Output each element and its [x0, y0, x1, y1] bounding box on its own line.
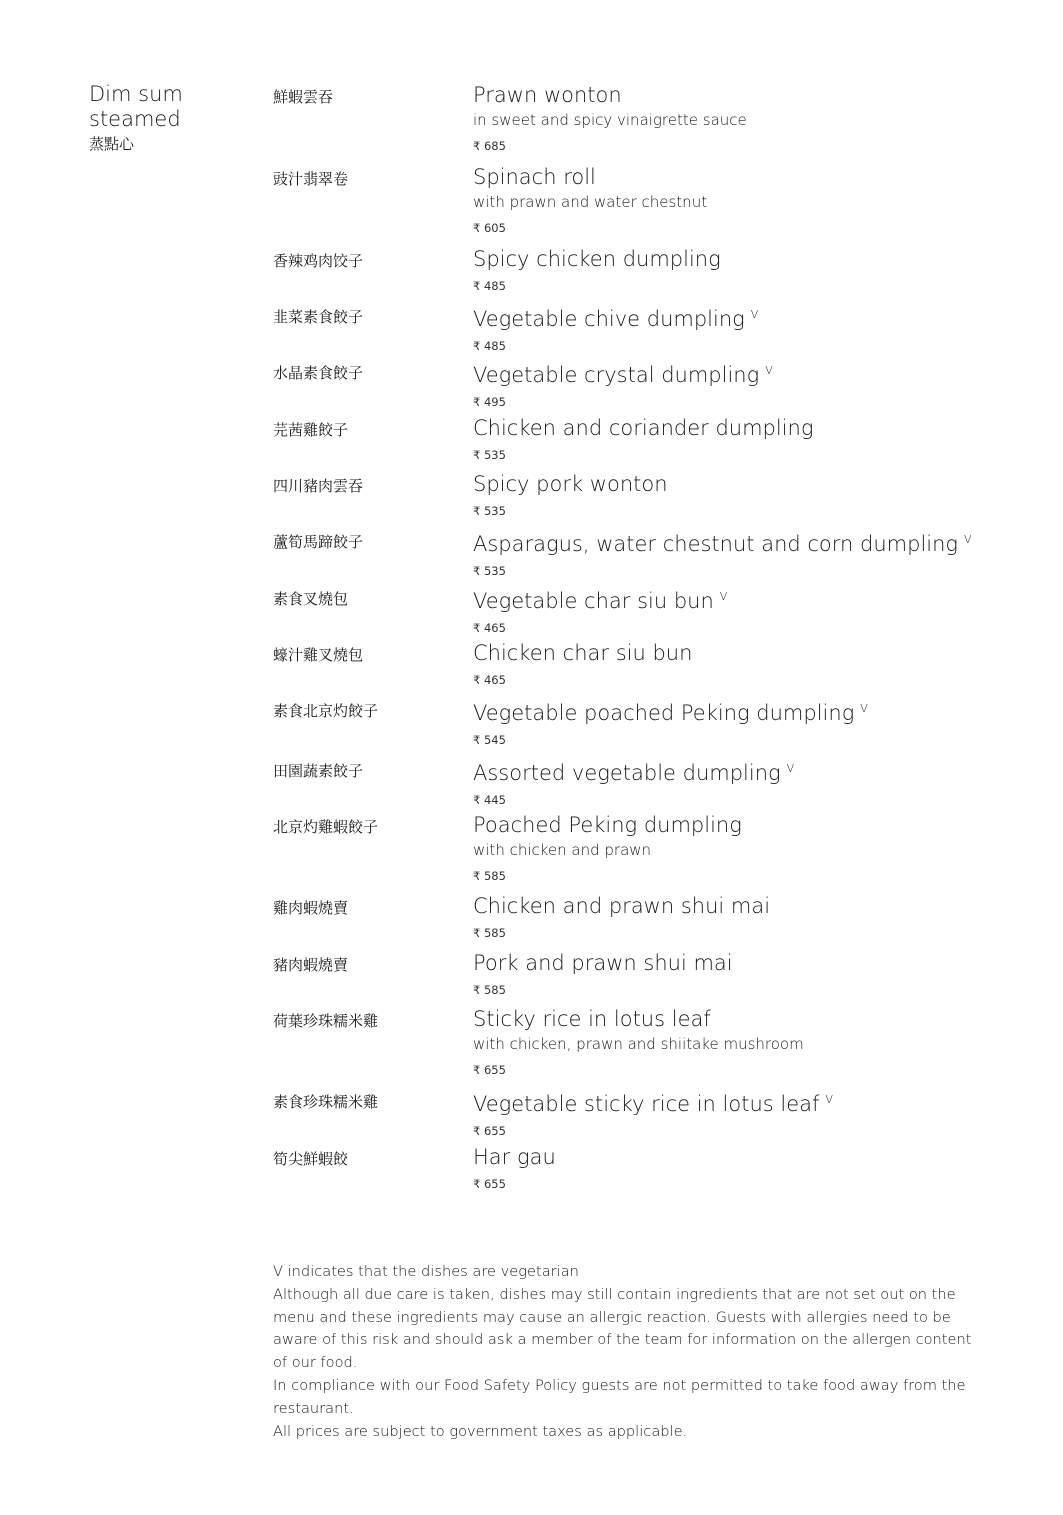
menu-item-zh-name: 北京灼雞蝦餃子: [273, 818, 379, 836]
section-title-zh: 蒸點心: [89, 135, 135, 153]
vegetarian-marker: V: [786, 762, 795, 775]
menu-item-zh-name: 芫茜雞餃子: [273, 421, 349, 439]
menu-item-zh-name: 韭菜素食餃子: [273, 308, 364, 326]
menu-item-en-name-text: Sticky rice in lotus leaf: [473, 1007, 711, 1031]
menu-item-details: [473, 164, 1033, 238]
menu-item-en-name: [473, 527, 1033, 557]
menu-item-en-name-text: Pork and prawn shui mai: [473, 951, 733, 975]
menu-item-zh-name: 筍尖鮮蝦餃: [273, 1150, 349, 1168]
menu-item-price: ₹ 465: [473, 621, 506, 635]
menu-item-en-name: [473, 82, 1033, 108]
menu-item-en-name-text: Poached Peking dumpling: [473, 813, 742, 837]
menu-item-en-name: [473, 302, 1033, 332]
menu-item-en-name: [473, 1144, 1033, 1170]
menu-item-details: [473, 302, 1033, 356]
menu-item-zh-name: 荷葉珍珠糯米雞: [273, 1012, 379, 1030]
menu-item-price: ₹ 535: [473, 504, 506, 518]
menu-item-en-name-text: Spicy pork wonton: [473, 472, 668, 496]
menu-item-en-name: [473, 1087, 1033, 1117]
menu-item-details: [473, 358, 1033, 412]
menu-item-description: with chicken and prawn: [473, 841, 652, 859]
menu-item-zh-name: 素食珍珠糯米雞: [273, 1093, 379, 1111]
menu-item-en-name: [473, 584, 1033, 614]
menu-item-price: ₹ 655: [473, 1177, 506, 1191]
menu-item-en-name-text: Vegetable char siu bun: [473, 589, 714, 613]
menu-item-details: [473, 1087, 1033, 1141]
menu-item-price: ₹ 485: [473, 339, 506, 353]
vegetarian-marker: V: [860, 702, 868, 715]
menu-item-zh-name: 四川豬肉雲吞: [273, 477, 364, 495]
section-title-en-line2: steamed: [89, 107, 181, 131]
footnotes: [273, 1261, 973, 1443]
menu-item-price: ₹ 605: [473, 221, 506, 235]
menu-item-zh-name: 蘆筍馬蹄餃子: [273, 533, 364, 551]
vegetarian-marker: V: [765, 364, 773, 377]
footnote-taxes: All prices are subject to government taxes as applicable.: [273, 1422, 688, 1440]
menu-item-details: [473, 696, 1033, 750]
vegetarian-marker: V: [719, 590, 728, 603]
menu-item-price: ₹ 585: [473, 983, 506, 997]
menu-item-en-name-text: Chicken char siu bun: [473, 641, 693, 665]
menu-item-zh-name: 鮮蝦雲吞: [273, 88, 334, 106]
footnote-food-safety: In compliance with our Food Safety Policy guests are not permitted to take food away from the restaurant.: [273, 1376, 966, 1417]
menu-item-en-name-text: Chicken and prawn shui mai: [473, 894, 771, 918]
menu-item-en-name-text: Spinach roll: [473, 165, 596, 189]
vegetarian-marker: V: [825, 1093, 833, 1106]
menu-item-price: ₹ 535: [473, 448, 506, 462]
menu-item-en-name-text: Har gau: [473, 1145, 556, 1169]
menu-item-price: ₹ 445: [473, 793, 506, 807]
menu-item-zh-name: 豬肉蝦燒賣: [273, 956, 349, 974]
menu-item-details: [473, 812, 1033, 886]
menu-item-price: ₹ 685: [473, 139, 506, 153]
menu-item-en-name: [473, 415, 1033, 441]
menu-item-details: [473, 246, 1033, 296]
menu-item-details: [473, 1144, 1033, 1194]
menu-item-details: [473, 1006, 1033, 1080]
menu-item-en-name: [473, 950, 1033, 976]
menu-item-zh-name: 蠔汁雞叉燒包: [273, 646, 364, 664]
menu-item-en-name: [473, 164, 1033, 190]
menu-item-en-name: [473, 696, 1033, 726]
menu-item-zh-name: 豉汁翡翠卷: [273, 170, 349, 188]
menu-item-zh-name: 水晶素食餃子: [273, 364, 364, 382]
menu-item-en-name-text: Asparagus, water chestnut and corn dumpling: [473, 532, 959, 556]
menu-item-details: [473, 893, 1033, 943]
menu-item-en-name: [473, 471, 1033, 497]
menu-item-en-name-text: Chicken and coriander dumpling: [473, 416, 814, 440]
menu-item-details: [473, 950, 1033, 1000]
footnote-allergy: Although all due care is taken, dishes may still contain ingredients that are not set out on the menu and these ingredients may cause an allergic reaction. Guests with allergies need to be aware of this risk and should ask a member of the team for information on the allergen content of our food.: [273, 1285, 972, 1372]
menu-item-price: ₹ 485: [473, 279, 506, 293]
menu-item-en-name: [473, 358, 1033, 388]
menu-item-en-name: [473, 812, 1033, 838]
menu-item-price: ₹ 585: [473, 926, 506, 940]
menu-item-en-name: [473, 246, 1033, 272]
menu-item-en-name: [473, 893, 1033, 919]
menu-item-price: ₹ 655: [473, 1124, 506, 1138]
menu-item-price: ₹ 495: [473, 395, 506, 409]
menu-item-en-name-text: Vegetable chive dumpling: [473, 307, 745, 331]
section-title-en-line1: Dim sum: [89, 82, 183, 106]
menu-item-details: [473, 527, 1033, 581]
menu-item-description: with prawn and water chestnut: [473, 193, 708, 211]
section-title: [89, 82, 249, 155]
footnote-vegetarian: V indicates that the dishes are vegetarian: [273, 1263, 579, 1280]
menu-item-en-name-text: Vegetable poached Peking dumpling: [473, 701, 855, 725]
menu-item-details: [473, 756, 1033, 810]
menu-item-price: ₹ 465: [473, 673, 506, 687]
menu-item-description: with chicken, prawn and shiitake mushroom: [473, 1035, 804, 1053]
menu-item-en-name-text: Spicy chicken dumpling: [473, 247, 721, 271]
menu-item-price: ₹ 655: [473, 1063, 506, 1077]
menu-item-zh-name: 田園蔬素餃子: [273, 762, 364, 780]
menu-item-en-name-text: Assorted vegetable dumpling: [473, 761, 781, 785]
menu-item-price: ₹ 545: [473, 733, 506, 747]
menu-item-zh-name: 素食叉燒包: [273, 590, 349, 608]
menu-item-en-name-text: Prawn wonton: [473, 83, 622, 107]
menu-item-details: [473, 415, 1033, 465]
menu-item-en-name-text: Vegetable crystal dumpling: [473, 363, 760, 387]
menu-item-en-name-text: Vegetable sticky rice in lotus leaf: [473, 1092, 820, 1116]
menu-item-details: [473, 471, 1033, 521]
menu-item-details: [473, 82, 1033, 156]
menu-item-en-name: [473, 640, 1033, 666]
vegetarian-marker: V: [964, 533, 972, 546]
menu-item-zh-name: 雞肉蝦燒賣: [273, 899, 349, 917]
menu-item-en-name: [473, 756, 1033, 786]
vegetarian-marker: V: [750, 308, 759, 321]
menu-item-zh-name: 香辣鸡肉饺子: [273, 252, 364, 270]
menu-item-en-name: [473, 1006, 1033, 1032]
menu-item-zh-name: 素食北京灼餃子: [273, 702, 379, 720]
menu-item-description: in sweet and spicy vinaigrette sauce: [473, 111, 747, 129]
menu-item-details: [473, 640, 1033, 690]
menu-item-price: ₹ 535: [473, 564, 506, 578]
menu-item-details: [473, 584, 1033, 638]
menu-item-price: ₹ 585: [473, 869, 506, 883]
